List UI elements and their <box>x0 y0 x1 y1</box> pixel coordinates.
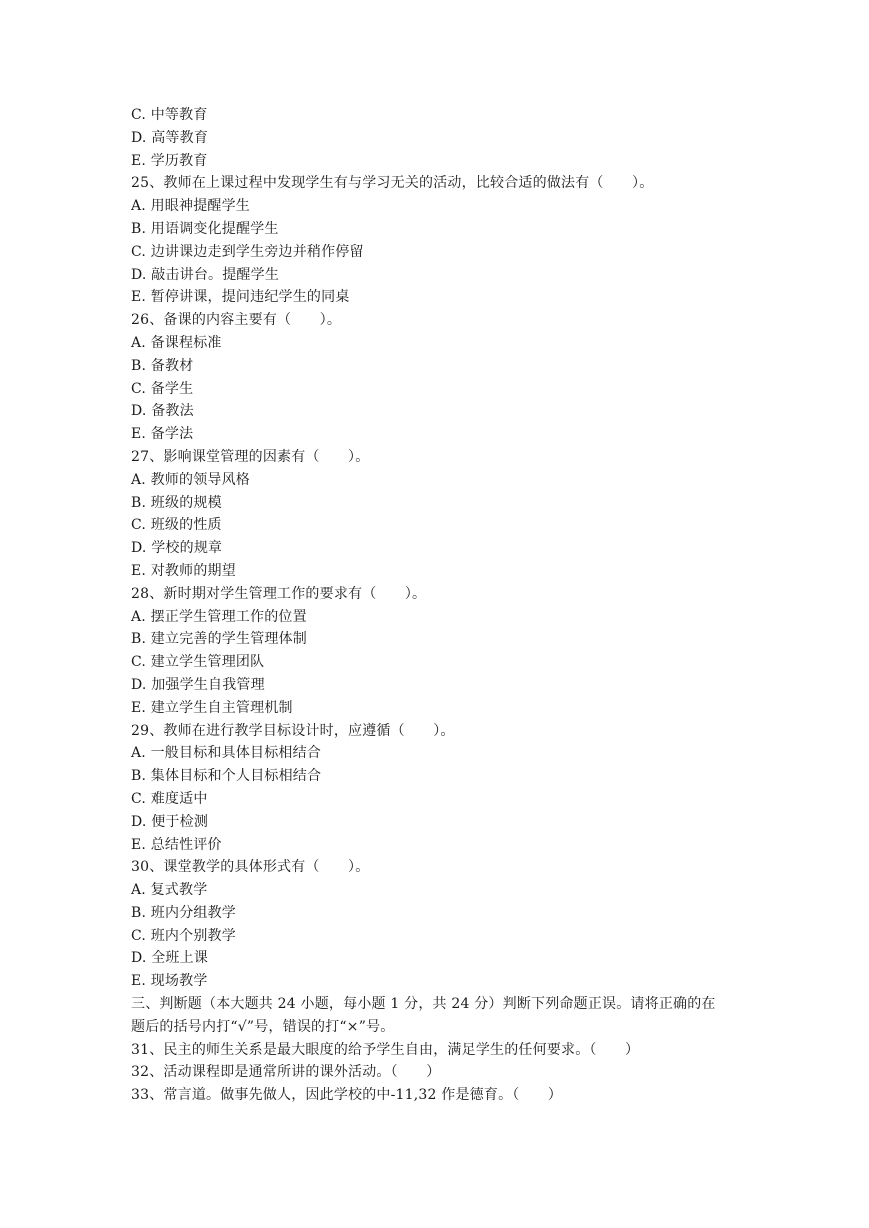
option-line: A. 用眼神提醒学生 <box>131 198 251 215</box>
option-line: A. 一般目标和具体目标相结合 <box>131 745 322 762</box>
option-line: D. 全班上课 <box>131 950 209 967</box>
option-line: B. 建立完善的学生管理体制 <box>131 631 307 648</box>
option-line: C. 中等教育 <box>131 107 208 123</box>
option-line: E. 总结性评价 <box>131 836 222 853</box>
option-line: D. 学校的规章 <box>131 540 223 557</box>
option-line: B. 集体目标和个人目标相结合 <box>131 768 322 785</box>
option-line: D. 高等教育 <box>131 129 209 146</box>
option-line: E. 学历教育 <box>131 152 208 169</box>
question-28: 28、新时期对学生管理工作的要求有（ ）。 <box>131 585 427 602</box>
option-line: D. 便于检测 <box>131 813 209 830</box>
option-line: C. 班级的性质 <box>131 517 222 534</box>
question-31: 31、民主的师生关系是最大眼度的给予学生自由，满足学生的任何要求。（ ） <box>131 1041 640 1058</box>
option-line: E. 对教师的期望 <box>131 562 236 579</box>
option-line: A. 摆正学生管理工作的位置 <box>131 608 307 625</box>
option-line: A. 复式教学 <box>131 882 208 899</box>
option-line: B. 备教材 <box>131 357 194 374</box>
option-line: B. 班级的规模 <box>131 494 222 511</box>
option-line: D. 加强学生自我管理 <box>131 676 265 693</box>
question-27: 27、影响课堂管理的因素有（ ）。 <box>131 448 370 465</box>
question-30: 30、课堂教学的具体形式有（ ）。 <box>131 859 370 876</box>
section-heading-continued: 题后的括号内打“√”号，错误的打“×”号。 <box>131 1018 395 1035</box>
option-line: E. 备学法 <box>131 426 194 443</box>
document-body <box>131 104 751 1107</box>
option-line: C. 建立学生管理团队 <box>131 654 265 671</box>
question-32: 32、活动课程即是通常所讲的课外活动。（ ） <box>131 1064 441 1081</box>
option-line: C. 边讲课边走到学生旁边并稍作停留 <box>131 243 364 260</box>
question-29: 29、教师在进行教学目标设计时，应遵循（ ）。 <box>131 722 455 739</box>
option-line: B. 用语调变化提醒学生 <box>131 220 279 237</box>
option-line: D. 备教法 <box>131 403 194 420</box>
option-line: E. 现场教学 <box>131 973 208 990</box>
question-33: 33、常言道。做事先做人，因此学校的中-11,32 作是德育。（ ） <box>131 1087 563 1104</box>
option-line: C. 备学生 <box>131 380 194 397</box>
option-line: C. 班内个别教学 <box>131 927 236 944</box>
option-line: A. 备课程标准 <box>131 334 222 351</box>
option-line: D. 敲击讲台。提醒学生 <box>131 266 280 283</box>
question-25: 25、教师在上课过程中发现学生有与学习无关的活动，比较合适的做法有（ ）。 <box>131 175 654 192</box>
option-line: E. 建立学生自主管理机制 <box>131 699 293 716</box>
section-heading: 三、判断题（本大题共 24 小题，每小题 1 分，共 24 分）判断下列命题正误。请将正确的在 <box>131 996 716 1013</box>
option-line: B. 班内分组教学 <box>131 904 236 921</box>
option-line: E. 暂停讲课，提问违纪学生的同桌 <box>131 289 350 306</box>
question-26: 26、备课的内容主要有（ ）。 <box>131 312 342 329</box>
option-line: A. 教师的领导风格 <box>131 471 251 488</box>
option-line: C. 难度适中 <box>131 790 208 807</box>
